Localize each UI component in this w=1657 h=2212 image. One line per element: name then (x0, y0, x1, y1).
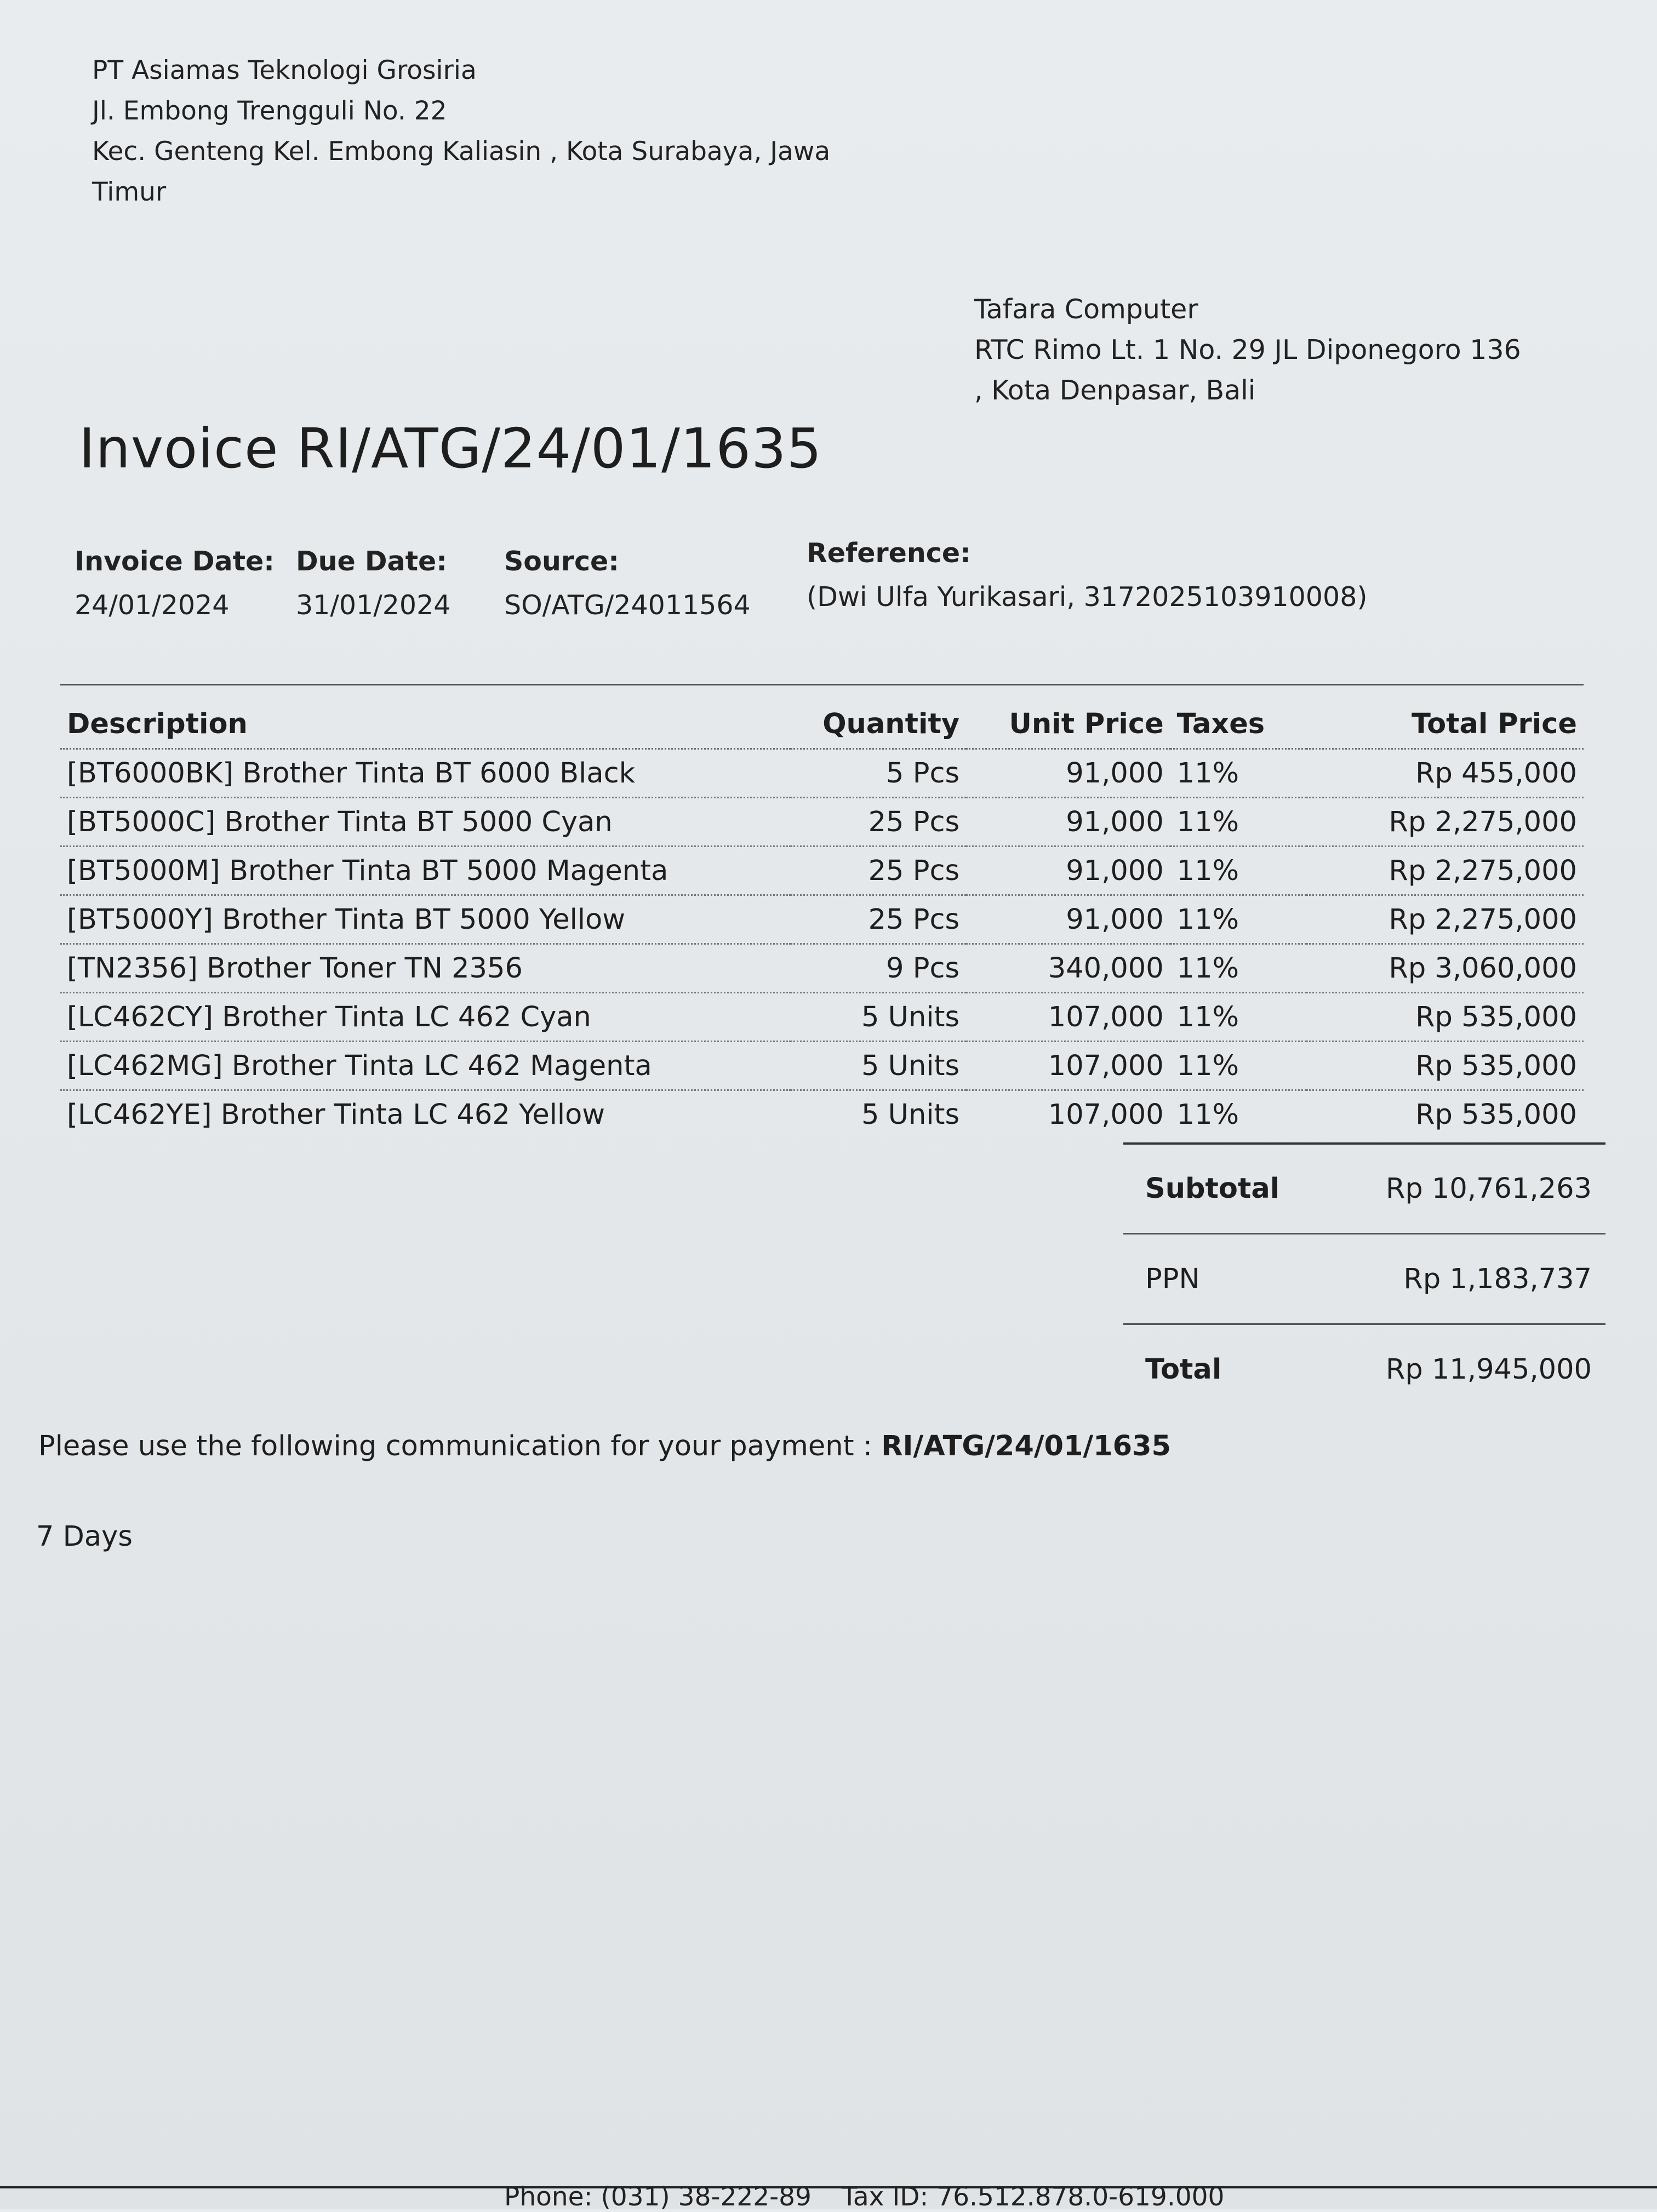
source-block (504, 540, 751, 627)
row-unit-price: 107,000 (966, 993, 1170, 1042)
row-quantity: 25 Pcs (791, 798, 966, 847)
invoice-date-block (75, 540, 275, 627)
reference-value: (Dwi Ulfa Yurikasari, 3172025103910008) (807, 581, 1368, 613)
company-name: PT Asiamas Teknologi Grosiria (92, 55, 477, 85)
company-address-line-2: Kec. Genteng Kel. Embong Kaliasin , Kota Surabaya, Jawa (92, 136, 831, 167)
table-row (60, 749, 1584, 798)
footer-tax-id: Tax ID: 76.512.878.0-619.000 (841, 2182, 1225, 2212)
tax-row (1123, 1233, 1605, 1323)
row-description: [LC462YE] Brother Tinta LC 462 Yellow (67, 1098, 605, 1131)
row-quantity: 5 Units (861, 1098, 960, 1131)
row-total: Rp 2,275,000 (1306, 798, 1584, 847)
row-unit-price: 91,000 (966, 749, 1170, 798)
row-total: Rp 535,000 (1306, 1042, 1584, 1090)
table-row (60, 895, 1584, 944)
row-description: [TN2356] Brother Toner TN 2356 (60, 944, 791, 993)
customer-address-line-2: , Kota Denpasar, Bali (974, 375, 1256, 406)
row-unit-price: 340,000 (966, 944, 1170, 993)
row-taxes: 11% (1176, 1098, 1239, 1131)
subtotal-value: Rp 10,761,263 (1385, 1173, 1592, 1205)
row-description: [BT5000C] Brother Tinta BT 5000 Cyan (60, 798, 791, 847)
row-unit-price: 91,000 (966, 847, 1170, 895)
due-date-block (296, 540, 450, 627)
total-label: Total (1145, 1353, 1222, 1386)
due-date-label: Due Date: (296, 546, 447, 577)
row-description: [LC462MG] Brother Tinta LC 462 Magenta (60, 1042, 791, 1090)
row-description: [BT5000Y] Brother Tinta BT 5000 Yellow (60, 895, 791, 944)
company-address-block (92, 50, 830, 213)
tax-label: PPN (1145, 1262, 1200, 1295)
row-quantity: 5 Pcs (791, 749, 966, 798)
header-description: Description (60, 685, 791, 749)
row-taxes: 11% (1170, 944, 1307, 993)
invoice-lines-table (60, 684, 1584, 1138)
row-description: [BT6000BK] Brother Tinta BT 6000 Black (60, 749, 791, 798)
footer (504, 2182, 1246, 2212)
row-unit-price: 107,000 (966, 1042, 1170, 1090)
row-taxes: 11% (1170, 1042, 1307, 1090)
row-quantity: 5 Units (791, 1042, 966, 1090)
source-label: Source: (504, 546, 619, 577)
row-quantity: 9 Pcs (791, 944, 966, 993)
row-unit-price: 91,000 (966, 798, 1170, 847)
footer-phone: Phone: (031) 38-222-89 (504, 2182, 812, 2212)
header-total-price: Total Price (1306, 685, 1584, 749)
reference-block (807, 531, 1368, 619)
table-row (60, 993, 1584, 1042)
payment-text: Please use the following communication for your payment : (38, 1430, 882, 1462)
company-address-line-3: Timur (92, 177, 167, 207)
header-unit-price: Unit Price (966, 685, 1170, 749)
table-row (60, 798, 1584, 847)
payment-reference: RI/ATG/24/01/1635 (881, 1430, 1172, 1462)
row-total: Rp 3,060,000 (1306, 944, 1584, 993)
invoice-date-value: 24/01/2024 (75, 590, 230, 621)
invoice-date-label: Invoice Date: (75, 546, 275, 577)
table-row (60, 1042, 1584, 1090)
row-unit-price: 91,000 (966, 895, 1170, 944)
header-taxes: Taxes (1170, 685, 1307, 749)
table-row (60, 1090, 1584, 1139)
row-taxes: 11% (1170, 993, 1307, 1042)
row-total: Rp 2,275,000 (1306, 847, 1584, 895)
subtotal-row (1123, 1142, 1605, 1233)
row-quantity: 25 Pcs (791, 847, 966, 895)
row-total: Rp 535,000 (1415, 1098, 1577, 1131)
source-value: SO/ATG/24011564 (504, 590, 751, 621)
total-value: Rp 11,945,000 (1385, 1353, 1592, 1386)
total-row (1123, 1323, 1605, 1414)
row-taxes: 11% (1170, 798, 1307, 847)
row-taxes: 11% (1170, 895, 1307, 944)
tax-value: Rp 1,183,737 (1403, 1262, 1592, 1295)
table-header-row (60, 685, 1584, 749)
table-row (60, 944, 1584, 993)
due-date-value: 31/01/2024 (296, 590, 451, 621)
row-description: [LC462CY] Brother Tinta LC 462 Cyan (60, 993, 791, 1042)
customer-address-line-1: RTC Rimo Lt. 1 No. 29 JL Diponegoro 136 (974, 334, 1521, 365)
row-taxes: 11% (1170, 847, 1307, 895)
customer-address-block (974, 289, 1521, 411)
invoice-title: Invoice RI/ATG/24/01/1635 (79, 416, 822, 481)
row-quantity: 5 Units (791, 993, 966, 1042)
row-unit-price: 107,000 (1048, 1098, 1164, 1131)
row-description: [BT5000M] Brother Tinta BT 5000 Magenta (60, 847, 791, 895)
customer-name: Tafara Computer (974, 294, 1198, 325)
table-row (60, 847, 1584, 895)
row-total: Rp 455,000 (1306, 749, 1584, 798)
subtotal-label: Subtotal (1145, 1173, 1280, 1205)
row-total: Rp 535,000 (1306, 993, 1584, 1042)
reference-label: Reference: (807, 538, 971, 569)
row-taxes: 11% (1170, 749, 1307, 798)
row-total: Rp 2,275,000 (1306, 895, 1584, 944)
row-quantity: 25 Pcs (791, 895, 966, 944)
header-quantity: Quantity (791, 685, 966, 749)
summary-block (1123, 1142, 1605, 1414)
company-address-line-1: Jl. Embong Trengguli No. 22 (92, 96, 447, 126)
payment-communication (38, 1430, 1171, 1462)
payment-terms: 7 Days (36, 1521, 133, 1553)
